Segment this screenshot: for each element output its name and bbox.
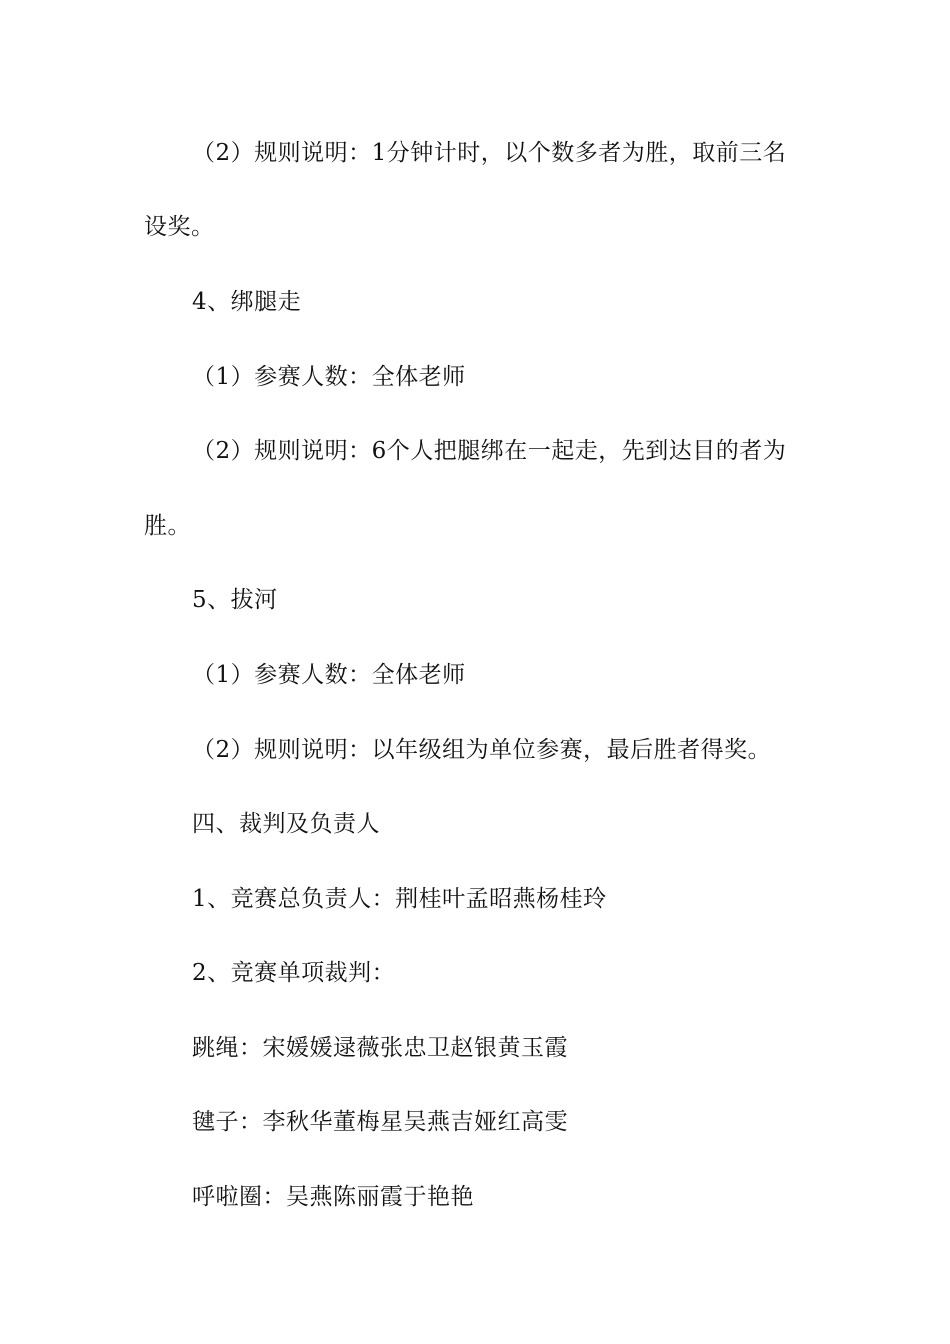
referee-shuttlecock-line: 毽子：李秋华董梅星吴燕吉娅红高雯 [192, 1109, 568, 1135]
section-heading-tug-of-war: 5、拔河 [192, 587, 278, 613]
rule-description-line: （2）规则说明：6个人把腿绑在一起走，先到达目的者为 [192, 438, 787, 464]
rule-description-line: （2）规则说明：以年级组为单位参赛，最后胜者得奖。 [192, 737, 772, 763]
rule-description-continuation: 设奖。 [144, 214, 215, 240]
referee-hula-hoop-line: 呼啦圈：吴燕陈丽霞于艳艳 [192, 1184, 474, 1210]
event-referees-heading: 2、竞赛单项裁判： [192, 960, 396, 986]
section-heading-referees: 四、裁判及负责人 [192, 811, 380, 837]
participants-line: （1）参赛人数：全体老师 [192, 662, 466, 688]
participants-line: （1）参赛人数：全体老师 [192, 364, 466, 390]
chief-organizer-line: 1、竞赛总负责人：荆桂叶孟昭燕杨桂玲 [192, 886, 607, 912]
rule-description-continuation: 胜。 [144, 513, 191, 539]
rule-description-line: （2）规则说明：1分钟计时，以个数多者为胜，取前三名 [192, 140, 787, 166]
section-heading-bound-leg-walk: 4、绑腿走 [192, 289, 302, 315]
referee-jump-rope-line: 跳绳：宋媛媛逯薇张忠卫赵银黄玉霞 [192, 1035, 568, 1061]
